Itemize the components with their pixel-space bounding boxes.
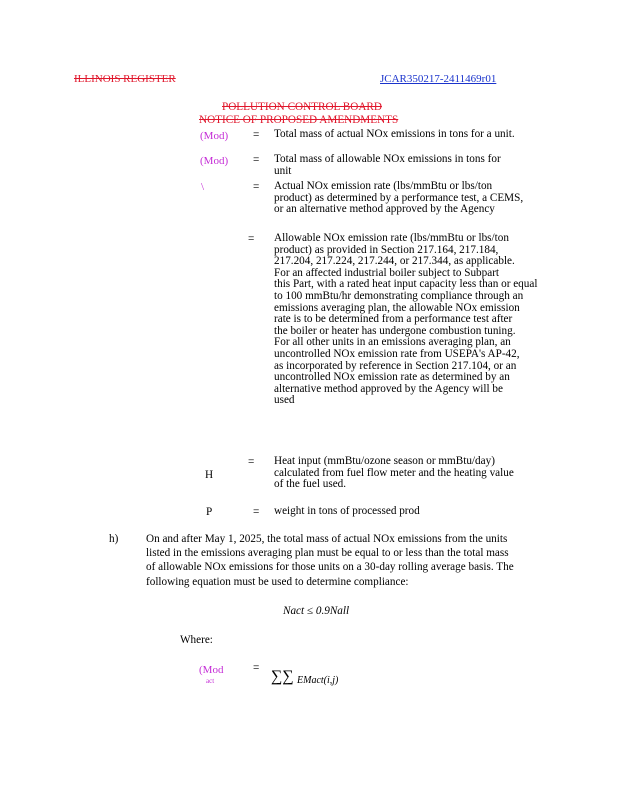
- compliance-equation: Nact ≤ 0.9Nall: [283, 605, 350, 617]
- definition-allowable-rate: Allowable NOx emission rate (lbs/mmBtu or lbs/ton product) as provided in Section 217.164, 217.184, 217.204, 217.224, 217.244, or 217.344, as applicable. For an affected industrial boiler subject to Subpart this Part, with a rated heat input capacity less than or equal to 100 mmBtu/hr demonstrating compliance through an emissions averaging plan, the allowable NOx emission rate is to be determined from a performance test after the boiler or heater has undergone combustion tuning. For all other units in an emissions averaging plan, an uncontrolled NOx emission rate from USEPA's AP-42, as incorporated by reference in Section 217.104, or an uncontrolled NOx emission rate as determined by an alternative method approved by the Agency will be used: [274, 232, 538, 407]
- definition-allowable-mass: Total mass of allowable NOx emissions in tons for unit: [274, 153, 501, 177]
- board-title: POLLUTION CONTROL BOARD: [222, 101, 382, 113]
- equals-sign: =: [253, 181, 260, 193]
- section-label-h: h): [109, 533, 119, 545]
- symbol-mod-allowable: (Mod): [200, 155, 229, 167]
- symbol-mod-actual: (Mod): [200, 130, 229, 142]
- where-label: Where:: [180, 634, 213, 646]
- summation-sign: ∑∑: [271, 668, 294, 685]
- equals-sign: =: [248, 233, 255, 245]
- equals-sign: =: [253, 154, 260, 166]
- symbol-mod-bottom: (Mod: [199, 664, 224, 676]
- definition-actual-mass: Total mass of actual NOx emissions in tons for a unit.: [274, 128, 515, 140]
- equals-sign: =: [253, 506, 260, 518]
- notice-title: NOTICE OF PROPOSED AMENDMENTS: [199, 114, 399, 126]
- definition-product-weight: weight in tons of processed prod: [274, 505, 420, 517]
- symbol-h: H: [205, 469, 214, 481]
- equals-sign: =: [253, 662, 260, 674]
- emission-formula: EMact(i,j): [297, 675, 339, 686]
- symbol-backslash: \: [201, 181, 205, 193]
- equals-sign: =: [253, 129, 260, 141]
- equals-sign: =: [248, 456, 255, 468]
- register-header: ILLINOIS REGISTER: [74, 73, 176, 85]
- definition-heat-input: Heat input (mmBtu/ozone season or mmBtu/day) calculated from fuel flow meter and the heating value of the fuel used.: [274, 455, 514, 491]
- section-h-text: On and after May 1, 2025, the total mass of actual NOx emissions from the units listed in the emissions averaging plan must be equal to or less than the total mass of allowable NOx emissions for those units on a 30-day rolling average basis. The following equation must be used to determine compliance:: [146, 533, 514, 588]
- symbol-p: P: [206, 506, 213, 518]
- jcar-code: JCAR350217-2411469r01: [380, 73, 497, 85]
- definition-actual-rate: Actual NOx emission rate (lbs/mmBtu or lbs/ton product) as determined by a performance test, a CEMS, or an alternative method approved by the Agency: [274, 180, 524, 216]
- symbol-mod-bottom-subscript: act: [206, 677, 215, 685]
